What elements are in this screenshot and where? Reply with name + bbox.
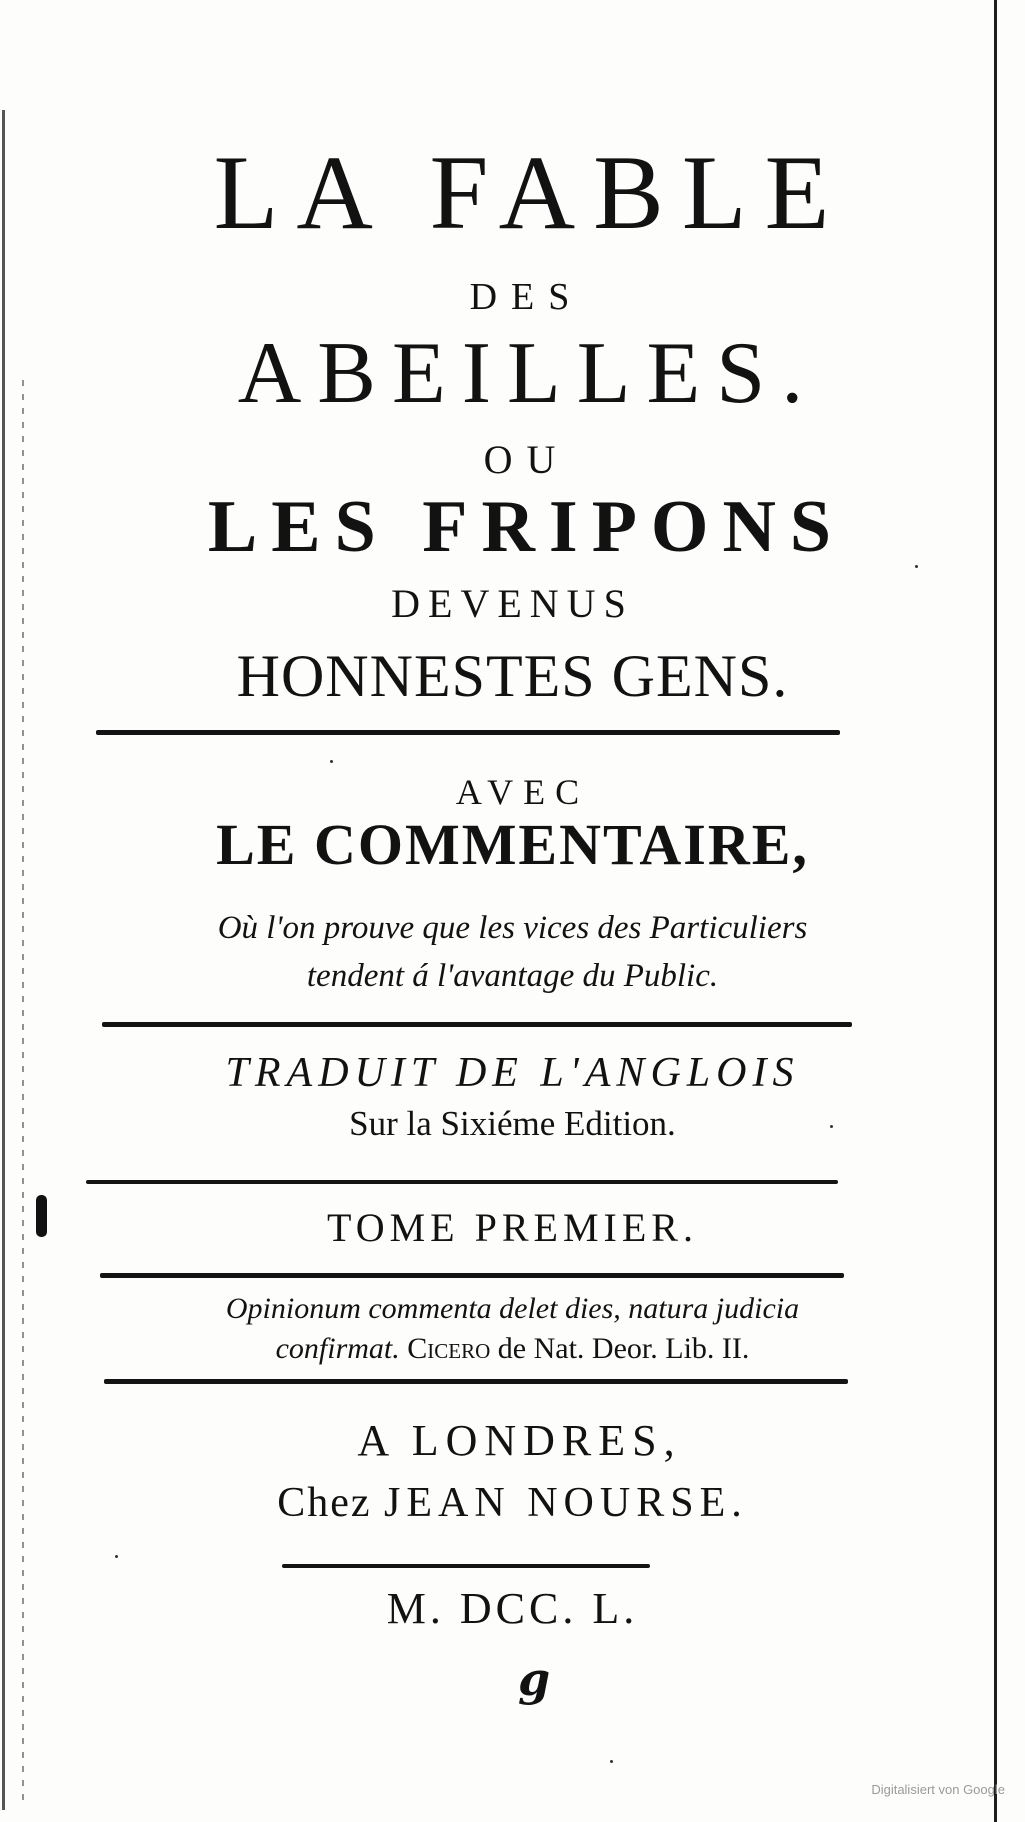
avec: AVEC [455, 772, 590, 812]
subtitle-line-2: tendent á l'avantage du Public. [306, 958, 719, 994]
volume-label: TOME PREMIER. [327, 1205, 698, 1250]
commentaire: LE COMMENTAIRE, [216, 812, 809, 877]
title-abeilles: ABEILLES. [237, 325, 820, 422]
page-edge-right [994, 0, 997, 1822]
publisher-prefix: Chez [277, 1480, 372, 1526]
speck [115, 1555, 118, 1558]
subtitle-line-1: Où l'on prouve que les vices des Particuliers [217, 910, 808, 946]
handwritten-mark: g [518, 1652, 551, 1706]
rule-1 [96, 730, 840, 735]
title-fripons: LES FRIPONS [207, 486, 846, 568]
rule-2 [102, 1022, 852, 1027]
title-devenus: DEVENUS [391, 581, 634, 626]
epigraph-line-1: Opinionum commenta delet dies, natura judicia [225, 1292, 800, 1325]
main-title: LA FABLE [213, 134, 848, 251]
speck [330, 760, 333, 763]
epigraph-author: Cicero [407, 1332, 491, 1365]
title-des: DES [469, 276, 584, 318]
rule-4 [100, 1273, 844, 1278]
edition-note: Sur la Sixiéme Edition. [349, 1104, 676, 1143]
title-ou: OU [483, 437, 570, 482]
epigraph-italic: confirmat. [275, 1332, 400, 1365]
rule-6 [282, 1564, 650, 1568]
epigraph-source: de Nat. Deor. Lib. II. [497, 1332, 750, 1365]
speck [610, 1760, 613, 1763]
speck [915, 565, 918, 568]
rule-5 [104, 1379, 848, 1384]
imprint-city: A LONDRES, [357, 1416, 682, 1465]
digitization-watermark: Digitalisiert von Google [871, 1782, 1005, 1797]
title-honnestes-gens: HONNESTES GENS. [236, 643, 789, 709]
publisher-name: JEAN NOURSE. [384, 1480, 748, 1526]
rule-3 [86, 1180, 838, 1184]
imprint-date: M. DCC. L. [386, 1584, 639, 1633]
imprint-publisher [0, 1482, 1025, 1524]
translation-note: TRADUIT DE L'ANGLOIS [225, 1050, 800, 1096]
epigraph-line-2 [0, 1334, 1025, 1364]
